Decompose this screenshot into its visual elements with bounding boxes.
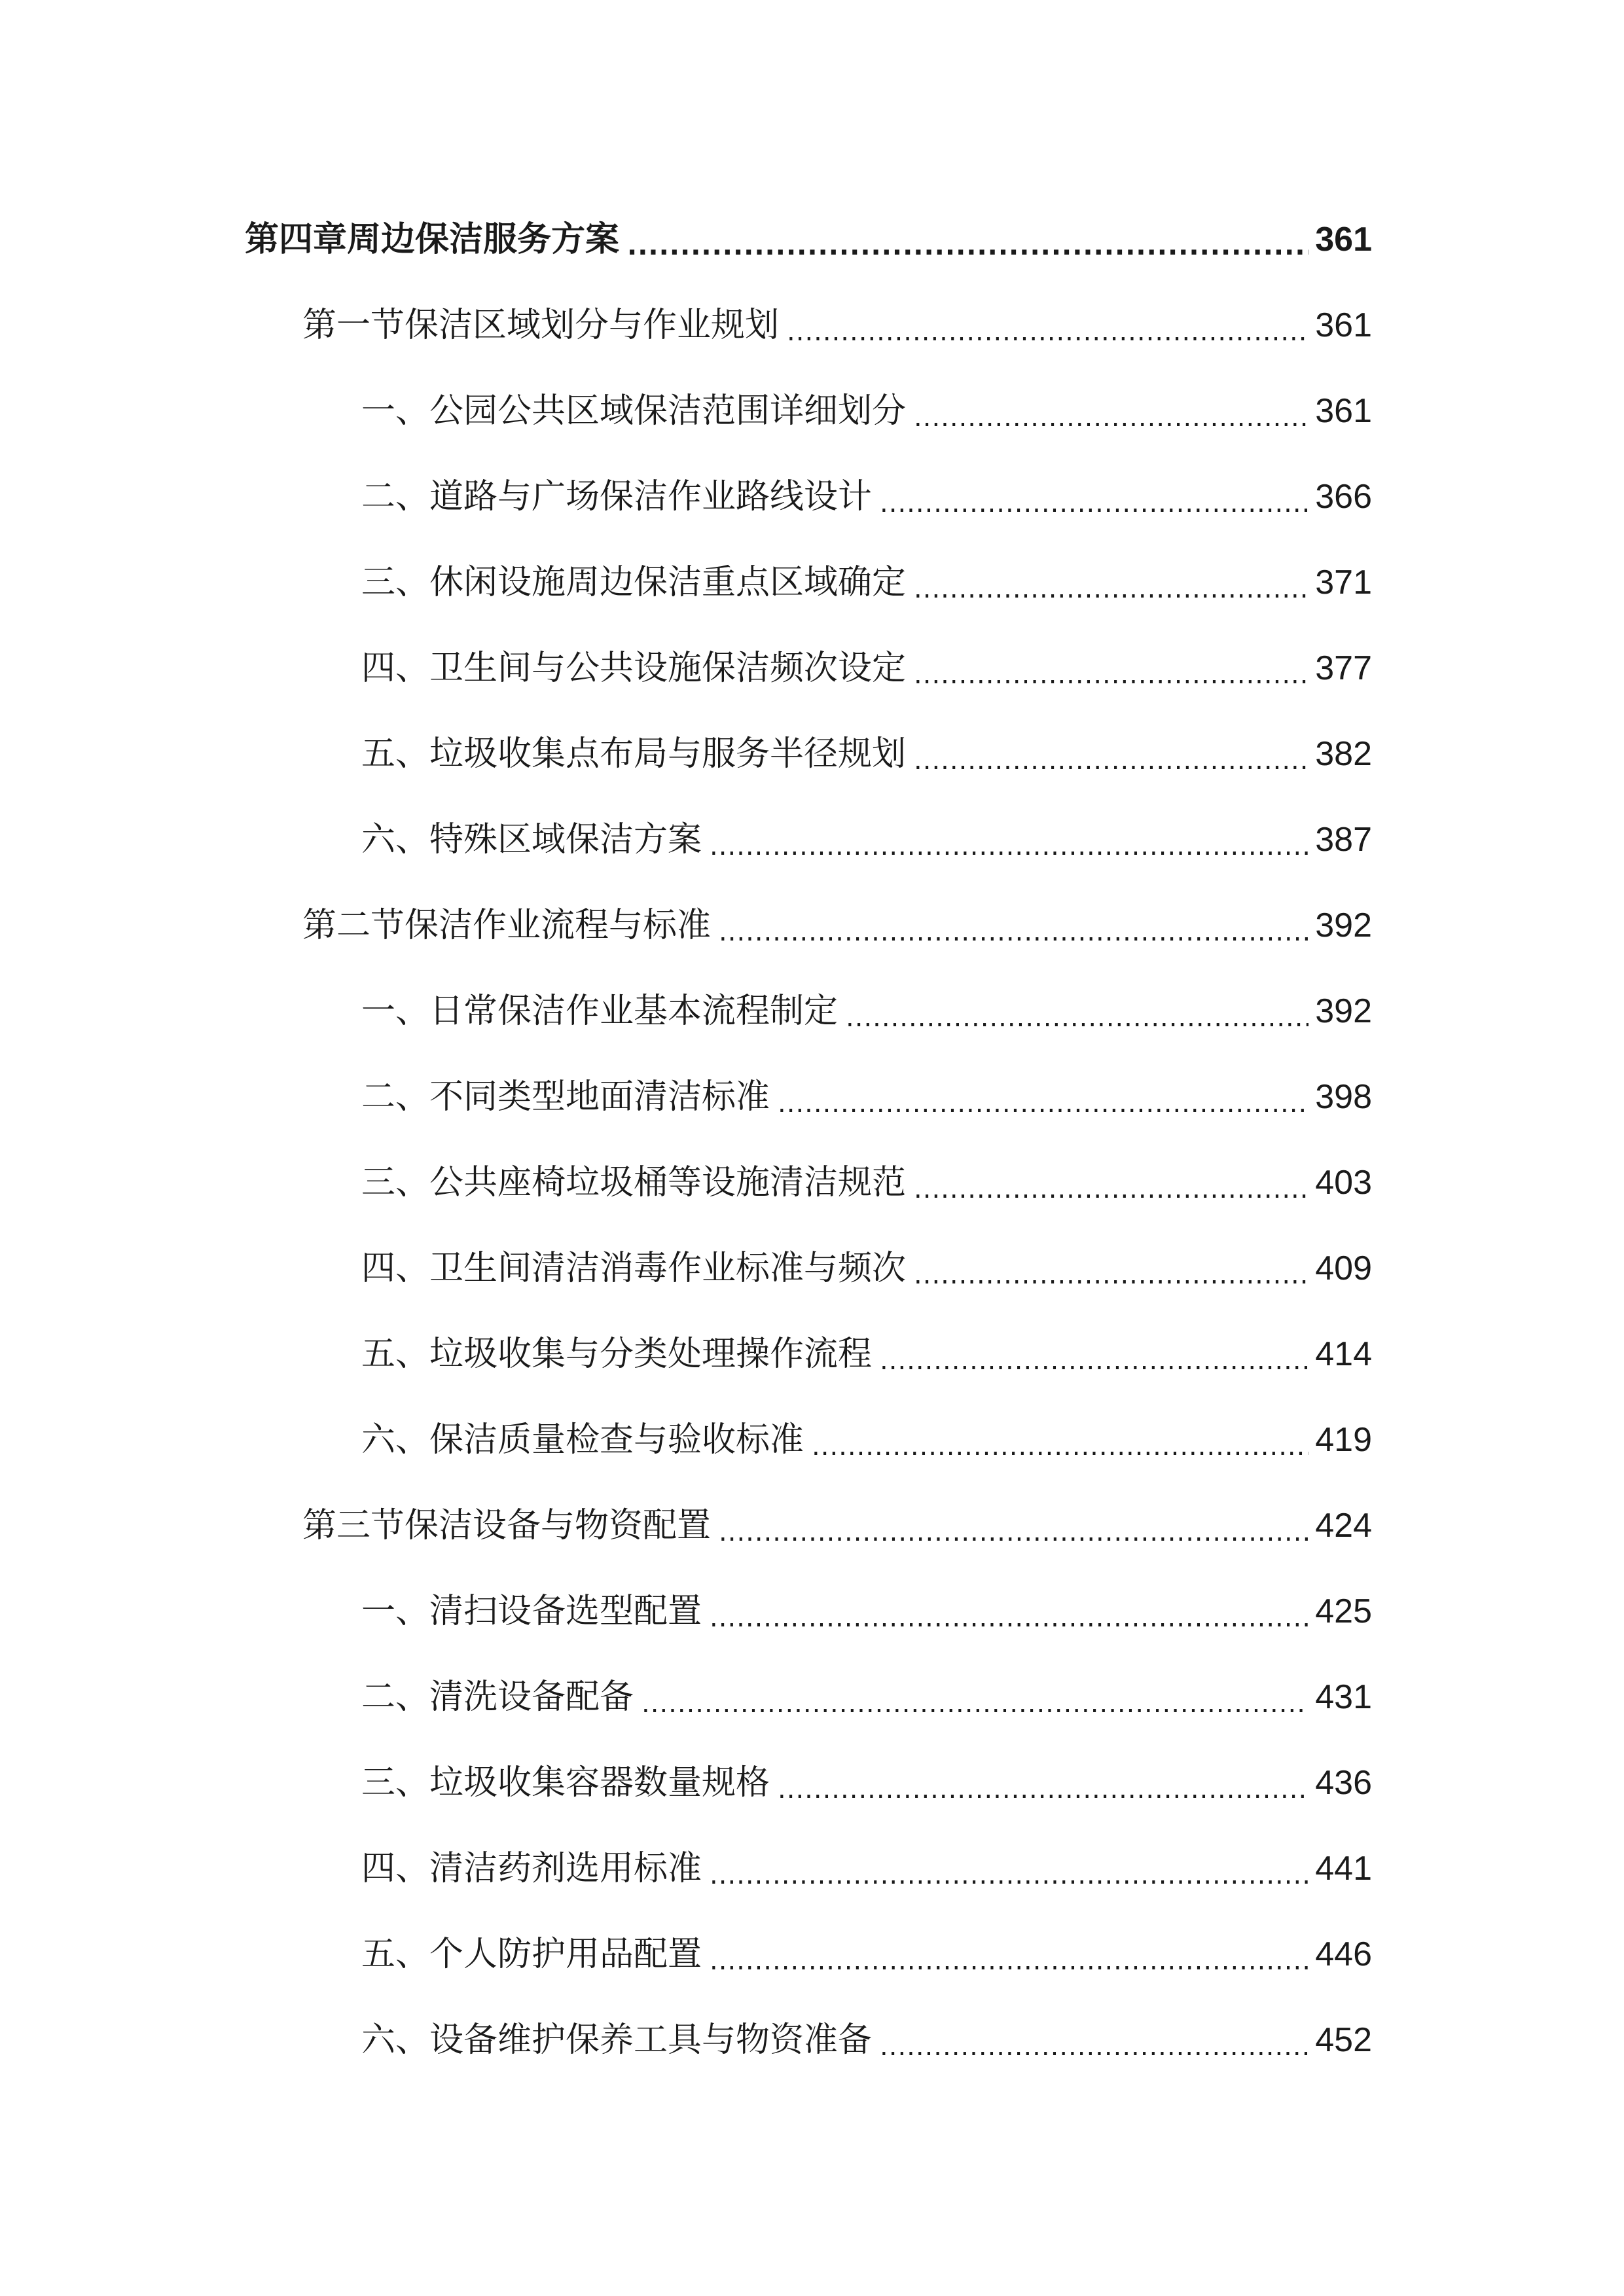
toc-entry-subsection[interactable] bbox=[361, 728, 1372, 780]
toc-entry-chapter[interactable] bbox=[245, 213, 1372, 266]
toc-entry-title: 二、道路与广场保洁作业路线设计 bbox=[361, 477, 873, 516]
toc-entry-page: 425 bbox=[1315, 1592, 1372, 1630]
toc-entry-title: 一、公园公共区域保洁范围详细划分 bbox=[361, 391, 907, 431]
toc-entry-subsection[interactable] bbox=[361, 471, 1372, 523]
toc-dot-leader bbox=[914, 1157, 1308, 1209]
toc-dot-leader bbox=[710, 1928, 1308, 1981]
toc-entry-page: 452 bbox=[1315, 2021, 1372, 2059]
toc-entry-title: 二、清洗设备配备 bbox=[361, 1677, 634, 1717]
toc-entry-page: 382 bbox=[1315, 735, 1372, 773]
toc-entry-page: 392 bbox=[1315, 992, 1372, 1030]
toc-entry-subsection[interactable] bbox=[361, 1757, 1372, 1809]
toc-entry-subsection[interactable] bbox=[361, 1842, 1372, 1895]
toc-dot-leader bbox=[710, 1585, 1308, 1638]
toc-entry-subsection[interactable] bbox=[361, 1671, 1372, 1723]
toc-dot-leader bbox=[880, 2014, 1308, 2066]
toc-entry-title: 四、卫生间与公共设施保洁频次设定 bbox=[361, 649, 907, 688]
toc-entry-subsection[interactable] bbox=[361, 556, 1372, 609]
toc-entry-page: 387 bbox=[1315, 821, 1372, 859]
toc-dot-leader bbox=[914, 1242, 1308, 1295]
toc-dot-leader bbox=[719, 1499, 1308, 1552]
toc-entry-subsection[interactable] bbox=[361, 2014, 1372, 2066]
toc-entry-page: 361 bbox=[1315, 392, 1372, 430]
toc-entry-subsection[interactable] bbox=[361, 1928, 1372, 1981]
toc-entry-page: 419 bbox=[1315, 1421, 1372, 1459]
toc-entry-subsection[interactable] bbox=[361, 1071, 1372, 1123]
toc-entry-title: 三、休闲设施周边保洁重点区域确定 bbox=[361, 563, 907, 602]
toc-entry-section[interactable] bbox=[302, 899, 1372, 952]
toc-dot-leader bbox=[880, 1328, 1308, 1380]
toc-entry-subsection[interactable] bbox=[361, 985, 1372, 1037]
toc-entry-title: 四、卫生间清洁消毒作业标准与频次 bbox=[361, 1249, 907, 1288]
toc-entry-title: 第三节保洁设备与物资配置 bbox=[302, 1506, 712, 1545]
toc-dot-leader bbox=[914, 728, 1308, 780]
toc-entry-page: 361 bbox=[1315, 306, 1372, 344]
toc-dot-leader bbox=[710, 1842, 1308, 1895]
toc-entry-title: 五、垃圾收集点布局与服务半径规划 bbox=[361, 734, 907, 774]
toc-entry-section[interactable] bbox=[302, 299, 1372, 351]
toc-dot-leader bbox=[719, 899, 1308, 952]
toc-entry-page: 361 bbox=[1315, 221, 1372, 259]
toc-entry-title: 六、特殊区域保洁方案 bbox=[361, 820, 702, 859]
toc-dot-leader bbox=[627, 213, 1308, 266]
toc-entry-title: 三、垃圾收集容器数量规格 bbox=[361, 1763, 770, 1803]
toc-entry-page: 398 bbox=[1315, 1078, 1372, 1116]
toc-entry-subsection[interactable] bbox=[361, 1157, 1372, 1209]
toc-entry-page: 366 bbox=[1315, 478, 1372, 516]
toc-dot-leader bbox=[914, 385, 1308, 437]
toc-dot-leader bbox=[846, 985, 1308, 1037]
toc-dot-leader bbox=[914, 556, 1308, 609]
toc-entry-subsection[interactable] bbox=[361, 1242, 1372, 1295]
toc-entry-title: 一、清扫设备选型配置 bbox=[361, 1592, 702, 1631]
toc-entry-section[interactable] bbox=[302, 1499, 1372, 1552]
toc-entry-page: 431 bbox=[1315, 1678, 1372, 1716]
toc-entry-subsection[interactable] bbox=[361, 1585, 1372, 1638]
toc-entry-title: 六、保洁质量检查与验收标准 bbox=[361, 1420, 804, 1460]
toc-entry-page: 371 bbox=[1315, 564, 1372, 601]
toc-entry-title: 六、设备维护保养工具与物资准备 bbox=[361, 2020, 873, 2060]
toc-entry-title: 第二节保洁作业流程与标准 bbox=[302, 906, 712, 945]
toc-entry-subsection[interactable] bbox=[361, 642, 1372, 694]
toc-entry-subsection[interactable] bbox=[361, 814, 1372, 866]
toc-dot-leader bbox=[787, 299, 1308, 351]
toc-entry-page: 409 bbox=[1315, 1249, 1372, 1287]
toc-entry-page: 414 bbox=[1315, 1335, 1372, 1373]
toc-entry-title: 三、公共座椅垃圾桶等设施清洁规范 bbox=[361, 1163, 907, 1202]
toc-entry-title: 第四章周边保洁服务方案 bbox=[245, 220, 620, 259]
toc-dot-leader bbox=[812, 1414, 1308, 1466]
toc-dot-leader bbox=[778, 1757, 1308, 1809]
toc-entry-subsection[interactable] bbox=[361, 385, 1372, 437]
toc-entry-title: 四、清洁药剂选用标准 bbox=[361, 1849, 702, 1888]
toc-entry-title: 五、垃圾收集与分类处理操作流程 bbox=[361, 1335, 873, 1374]
toc-entry-title: 一、日常保洁作业基本流程制定 bbox=[361, 992, 839, 1031]
toc-entry-page: 436 bbox=[1315, 1764, 1372, 1802]
toc-entry-title: 五、个人防护用品配置 bbox=[361, 1935, 702, 1974]
toc-dot-leader bbox=[778, 1071, 1308, 1123]
toc-dot-leader bbox=[710, 814, 1308, 866]
toc-dot-leader bbox=[880, 471, 1308, 523]
toc-entry-page: 446 bbox=[1315, 1935, 1372, 1973]
toc-entry-title: 第一节保洁区域划分与作业规划 bbox=[302, 306, 780, 345]
toc-entry-title: 二、不同类型地面清洁标准 bbox=[361, 1077, 770, 1117]
toc-entry-subsection[interactable] bbox=[361, 1414, 1372, 1466]
toc-entry-page: 403 bbox=[1315, 1164, 1372, 1202]
toc-entry-page: 377 bbox=[1315, 649, 1372, 687]
toc-entry-page: 441 bbox=[1315, 1850, 1372, 1888]
toc-entry-page: 392 bbox=[1315, 906, 1372, 944]
toc-entry-page: 424 bbox=[1315, 1507, 1372, 1545]
toc-dot-leader bbox=[641, 1671, 1308, 1723]
toc-dot-leader bbox=[914, 642, 1308, 694]
toc-entry-subsection[interactable] bbox=[361, 1328, 1372, 1380]
